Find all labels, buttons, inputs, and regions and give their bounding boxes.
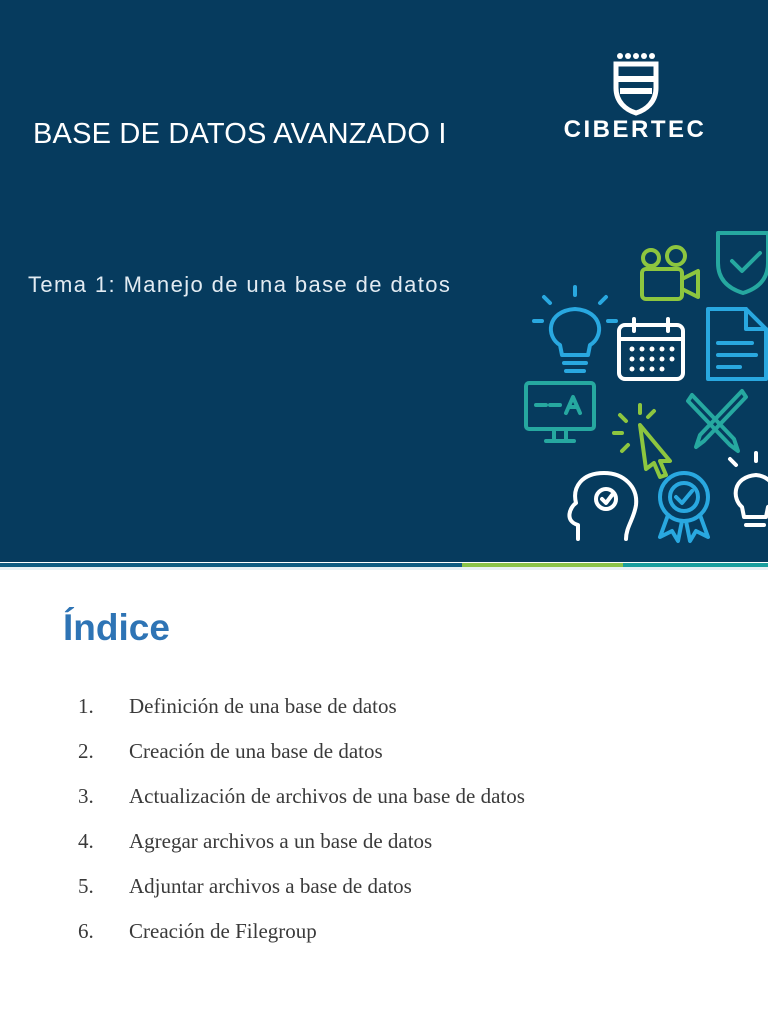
monitor-icon [526, 383, 594, 441]
index-list [78, 694, 525, 964]
document-icon [708, 309, 766, 379]
index-item-text: Adjuntar archivos a base de datos [129, 874, 412, 898]
index-item [78, 739, 525, 784]
index-item [78, 829, 525, 874]
index-item-number: 5. [78, 874, 94, 898]
index-item-number: 6. [78, 919, 94, 943]
cibertec-logo [560, 50, 710, 150]
video-camera-icon [642, 247, 698, 299]
index-item-number: 1. [78, 694, 94, 718]
index-item-number: 4. [78, 829, 94, 853]
divider-shadow [0, 567, 768, 570]
logo-text: CIBERTEC [563, 116, 707, 143]
index-item [78, 919, 525, 964]
index-item-text: Agregar archivos a un base de datos [129, 829, 433, 853]
index-item [78, 694, 525, 739]
index-item-text: Creación de Filegroup [129, 919, 317, 943]
index-title: Índice [63, 607, 170, 648]
head-idea-icon [569, 473, 636, 539]
index-item-number: 2. [78, 739, 94, 763]
shield-check-icon [718, 233, 768, 293]
crossed-pencils-icon [688, 391, 746, 451]
index-item [78, 784, 525, 829]
index-item-number: 3. [78, 784, 94, 808]
lightbulb-icon [730, 453, 768, 525]
lightbulb-icon [534, 287, 616, 371]
crest-icon [560, 50, 710, 116]
cursor-click-icon [614, 405, 670, 477]
index-item-text: Definición de una base de datos [129, 694, 397, 718]
index-item [78, 874, 525, 919]
calendar-icon [619, 319, 683, 379]
index-item-text: Creación de una base de datos [129, 739, 383, 763]
education-icons-cluster [520, 225, 768, 555]
course-title: BASE DE DATOS AVANZADO I [33, 118, 447, 150]
index-item-text: Actualización de archivos de una base de datos [129, 784, 525, 808]
topic-subtitle: Tema 1: Manejo de una base de datos [28, 272, 452, 297]
award-badge-icon [660, 473, 708, 541]
